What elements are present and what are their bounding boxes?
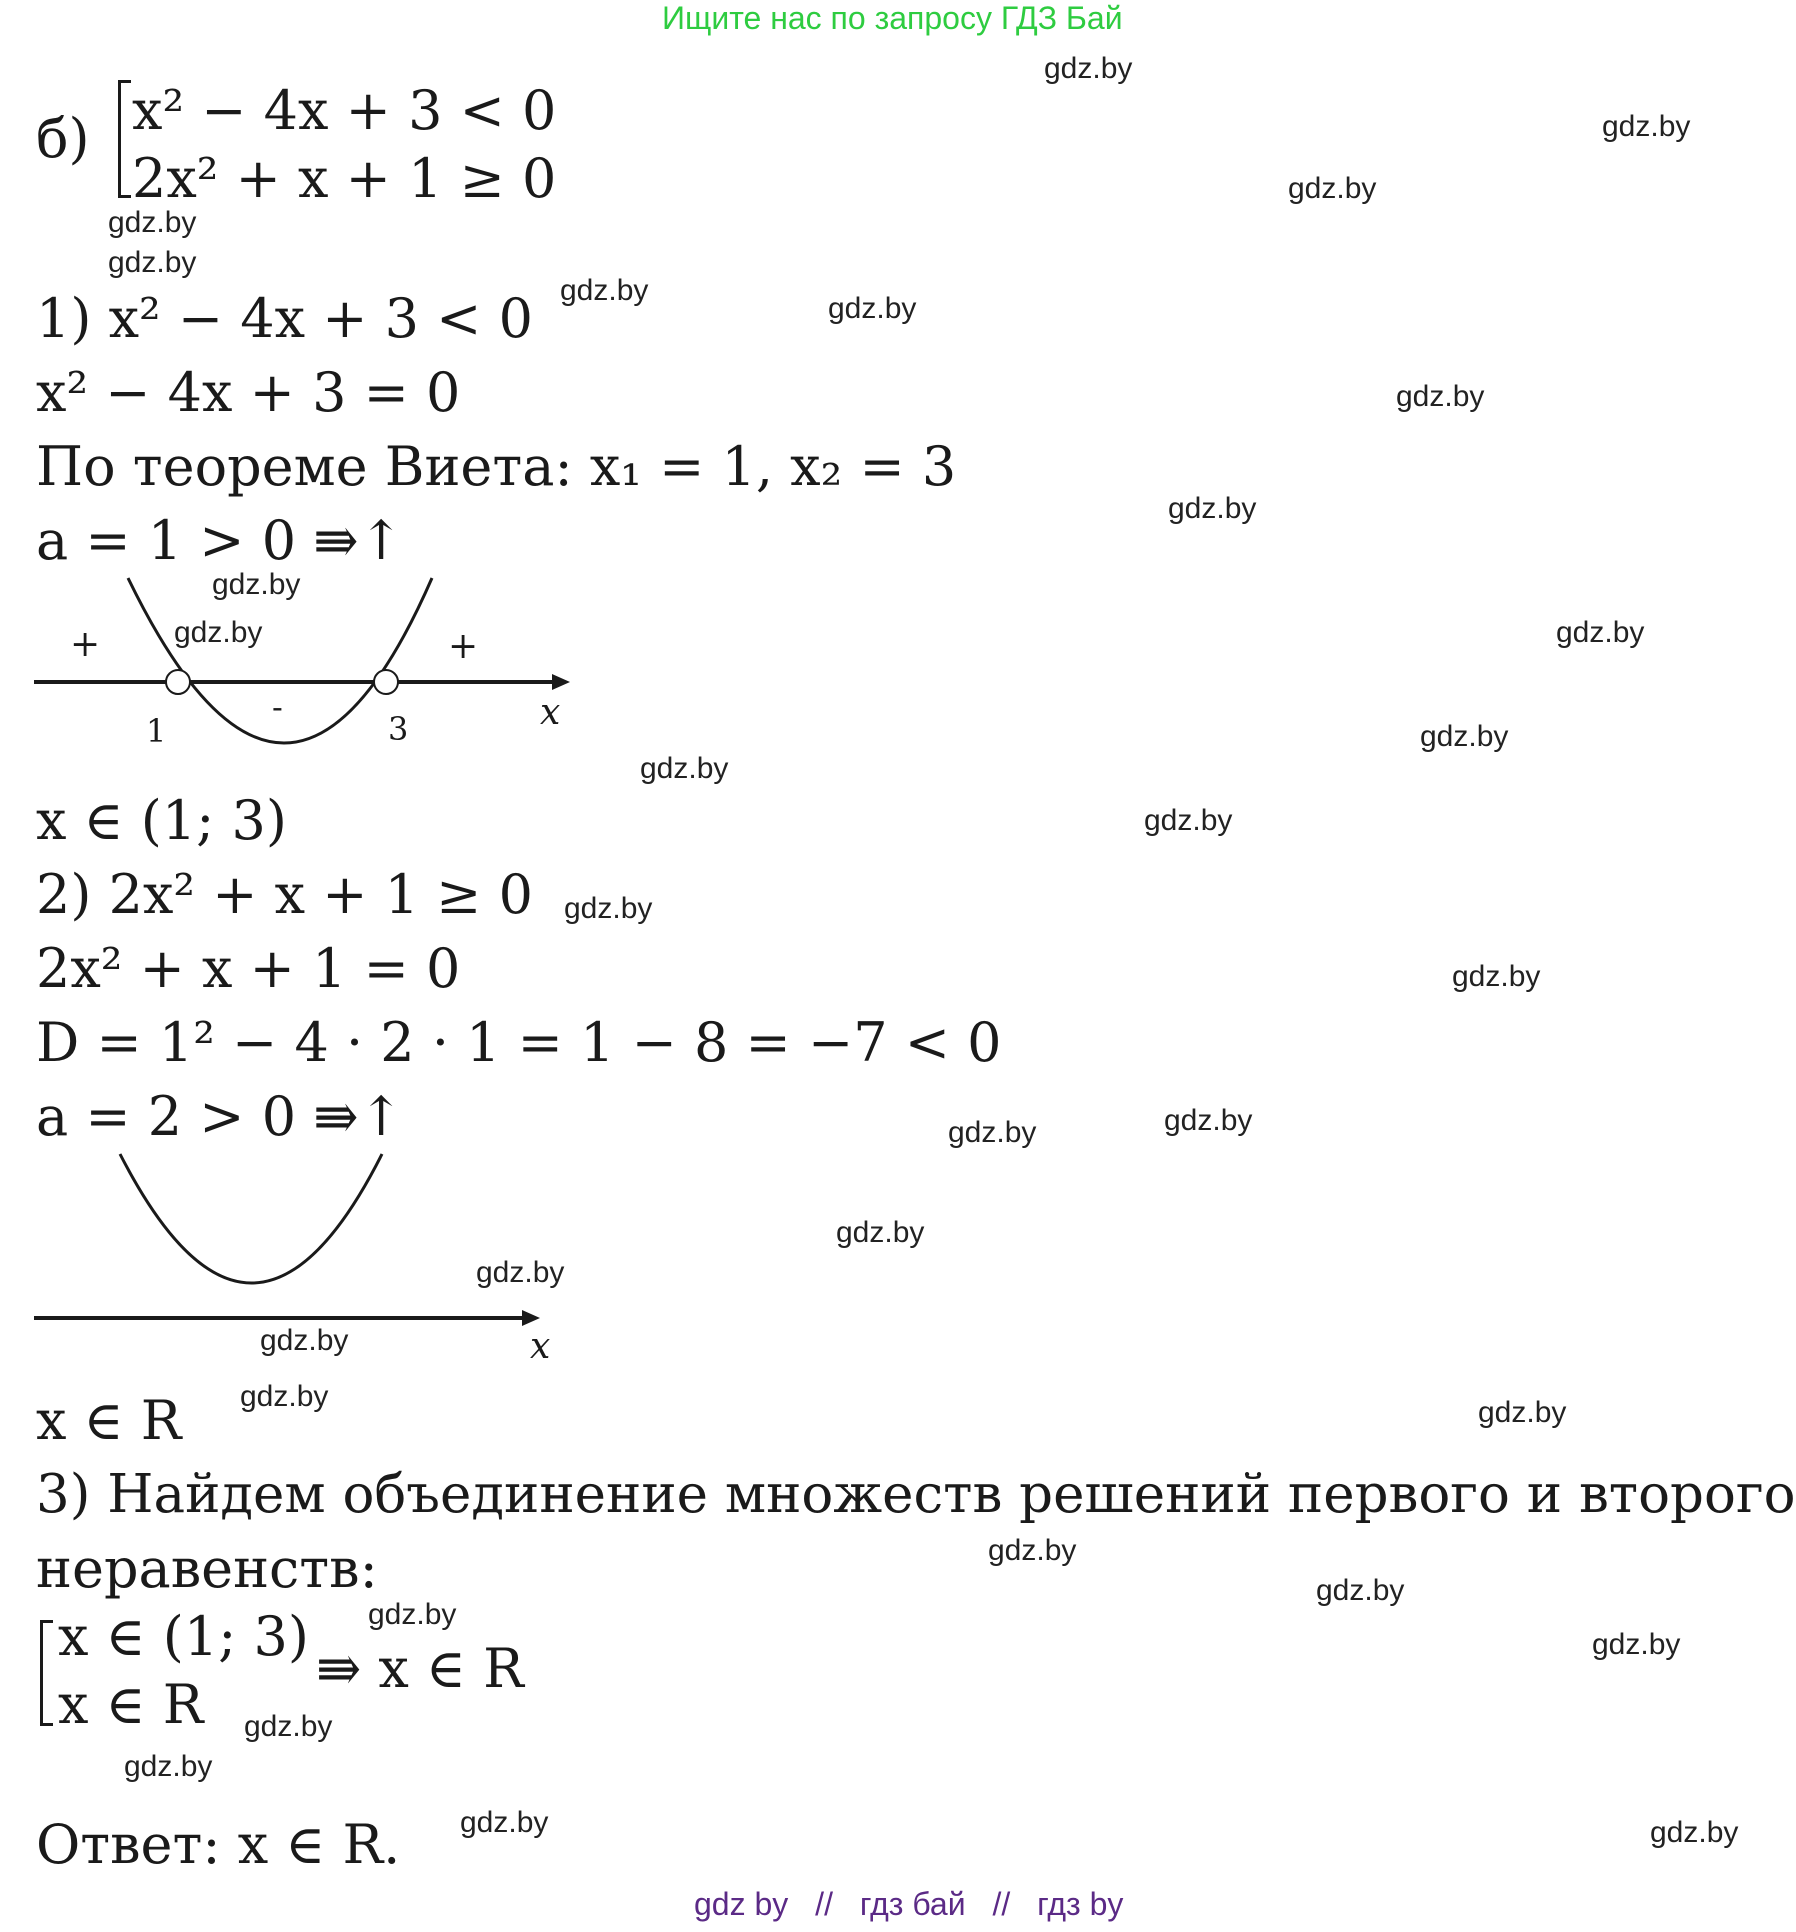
step1-result: x ∈ (1; 3) <box>36 789 287 852</box>
watermark: gdz.by <box>1602 110 1691 143</box>
watermark: gdz.by <box>836 1216 925 1249</box>
x-axis-arrow-2 <box>522 1310 540 1326</box>
watermark: gdz.by <box>460 1806 549 1839</box>
watermark: gdz.by <box>1044 52 1133 85</box>
step1-sign-graph <box>30 568 590 772</box>
root-label-1: 1 <box>146 712 167 750</box>
problem-label: б) <box>36 107 90 170</box>
watermark: gdz.by <box>1316 1574 1405 1607</box>
watermark: gdz.by <box>108 246 197 279</box>
step1-title: 1) x² − 4x + 3 < 0 <box>36 287 533 350</box>
minus-sign: - <box>272 688 283 726</box>
step1-a-sign: a = 1 > 0 ⇛↑ <box>36 509 404 572</box>
plus-left: + <box>70 624 101 665</box>
footer-separator: // <box>992 1886 1011 1922</box>
plus-right: + <box>448 626 479 667</box>
watermark: gdz.by <box>640 752 729 785</box>
watermark: gdz.by <box>108 206 197 239</box>
root-point-3 <box>374 670 398 694</box>
watermark: gdz.by <box>1288 172 1377 205</box>
system-bracket <box>118 80 131 198</box>
watermark: gdz.by <box>1168 492 1257 525</box>
watermark: gdz.by <box>368 1598 457 1631</box>
footer-link-gdz-by-cyr[interactable]: гдз by <box>1037 1886 1124 1922</box>
union-bracket <box>40 1620 53 1726</box>
watermark: gdz.by <box>240 1380 329 1413</box>
axis-label-2: x <box>530 1326 551 1367</box>
watermark: gdz.by <box>174 616 263 649</box>
watermark: gdz.by <box>1478 1396 1567 1429</box>
watermark: gdz.by <box>1452 960 1541 993</box>
union-result: ⇛ x ∈ R <box>316 1637 524 1700</box>
watermark: gdz.by <box>564 892 653 925</box>
watermark: gdz.by <box>948 1116 1037 1149</box>
watermark: gdz.by <box>1396 380 1485 413</box>
step2-discriminant: D = 1² − 4 · 2 · 1 = 1 − 8 = −7 < 0 <box>36 1011 1002 1074</box>
step2-result: x ∈ R <box>36 1389 182 1452</box>
watermark: gdz.by <box>260 1324 349 1357</box>
step2-a-sign: a = 2 > 0 ⇛↑ <box>36 1085 404 1148</box>
watermark: gdz.by <box>1592 1628 1681 1661</box>
footer-links <box>694 1888 1123 1920</box>
axis-label-1: x <box>540 692 561 733</box>
root-point-1 <box>166 670 190 694</box>
watermark: gdz.by <box>1420 720 1509 753</box>
watermark: gdz.by <box>988 1534 1077 1567</box>
watermark: gdz.by <box>476 1256 565 1289</box>
step1-vieta: По теореме Виета: x₁ = 1, x₂ = 3 <box>36 435 957 498</box>
system-inequality-2: 2x² + x + 1 ≥ 0 <box>132 147 557 210</box>
root-label-3: 3 <box>388 710 409 748</box>
step1-equation: x² − 4x + 3 = 0 <box>36 361 461 424</box>
watermark: gdz.by <box>560 274 649 307</box>
watermark: gdz.by <box>1650 1816 1739 1849</box>
x-axis-arrow-1 <box>552 674 570 690</box>
step2-equation: 2x² + x + 1 = 0 <box>36 937 461 1000</box>
watermark: gdz.by <box>244 1710 333 1743</box>
parabola-2 <box>120 1154 382 1283</box>
footer-link-gdz-by[interactable]: gdz by <box>694 1886 789 1922</box>
watermark: gdz.by <box>212 568 301 601</box>
union-line-1: x ∈ (1; 3) <box>58 1605 309 1668</box>
search-banner: Ищите нас по запросу ГДЗ Бай <box>662 0 1123 36</box>
footer-separator: // <box>815 1886 833 1922</box>
step3-title-line2: неравенств: <box>36 1537 378 1600</box>
answer: Ответ: x ∈ R. <box>36 1813 401 1876</box>
watermark: gdz.by <box>124 1750 213 1783</box>
watermark: gdz.by <box>1144 804 1233 837</box>
footer-link-gdz-bai[interactable]: гдз бай <box>859 1886 966 1922</box>
watermark: gdz.by <box>1556 616 1645 649</box>
step2-title: 2) 2x² + x + 1 ≥ 0 <box>36 863 533 926</box>
step3-title-line1: 3) Найдем объединение множеств решений первого и второго <box>36 1464 1796 1525</box>
watermark: gdz.by <box>1164 1104 1253 1137</box>
system-inequality-1: x² − 4x + 3 < 0 <box>132 79 557 142</box>
watermark: gdz.by <box>828 292 917 325</box>
union-line-2: x ∈ R <box>58 1673 204 1736</box>
